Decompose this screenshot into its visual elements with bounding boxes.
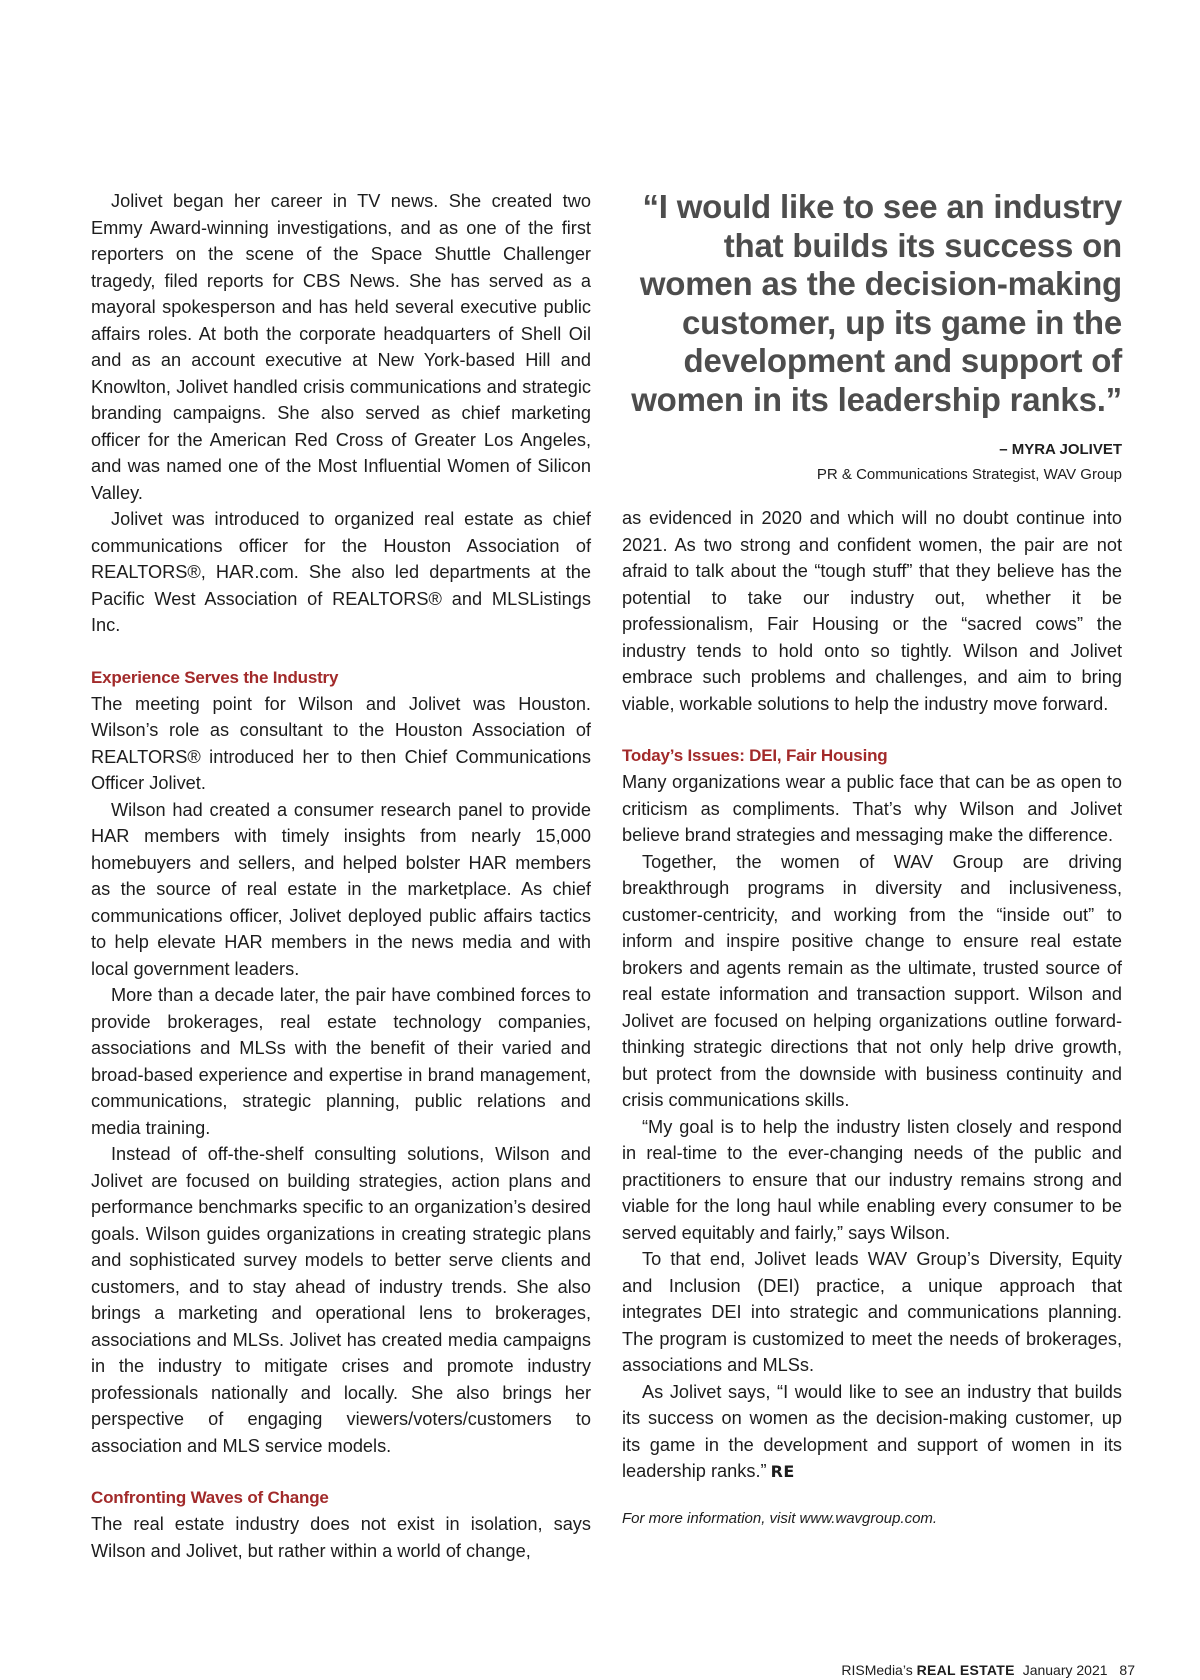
paragraph-meeting-point: The meeting point for Wilson and Jolivet was Houston. Wilson’s role as consultant to the Houston Association of REALTORS® introduced her to then Chief Communications Officer Jolivet. (91, 693, 591, 793)
subhead-waves-of-change: Confronting Waves of Change (91, 1488, 329, 1507)
attribution-title: PR & Communications Strategist, WAV Group (816, 466, 1122, 483)
paragraph-continuation: as evidenced in 2020 and which will no doubt continue into 2021. As two strong and confident women, the pair are not afraid to talk about the “tough stuff” that they believe has the potential to take our industry out, whether it be professionalism, Fair Housing or the “sacred cows” the industry tends to hold onto so tightly. Wilson and Jolivet embrace such problems and challenges, and aim to bring viable, workable solutions to help the industry move forward. (622, 508, 1122, 714)
paragraph-public-face: Many organizations wear a public face that can be as open to criticism as compliments. That’s why Wilson and Jolivet believe brand strategies and messaging make the difference. (622, 772, 1122, 845)
paragraph-organized-real-estate: Jolivet was introduced to organized real estate as chief communications officer for the Houston Association of REALTORS®, HAR.com. She also led departments at the Pacific West Association of REALTORS® and MLSListings Inc. (91, 509, 591, 635)
page-number: 87 (1119, 1662, 1135, 1678)
paragraph-final-quote (622, 1379, 1122, 1486)
footer-title: REAL ESTATE (916, 1662, 1015, 1678)
paragraph-isolation: The real estate industry does not exist in isolation, says Wilson and Jolivet, but rather within a world of change, (91, 1514, 591, 1561)
more-info-link-text: For more information, visit www.wavgroup.com. (622, 1509, 938, 1527)
end-mark: RE (770, 1462, 795, 1481)
subhead-todays-issues: Today’s Issues: DEI, Fair Housing (622, 746, 888, 765)
pull-quote-attribution (622, 437, 1122, 487)
paragraph-research-panel: Wilson had created a consumer research panel to provide HAR members with timely insights from nearly 15,000 homebuyers and sellers, and helped bolster HAR members as the source of real estate in the marketplace. As chief communications officer, Jolivet deployed public affairs tactics to help elevate HAR members in the news media and with local government leaders. (91, 799, 591, 979)
paragraph-my-goal: “My goal is to help the industry listen closely and respond in real-time to the ever-changing needs of the public and practitioners to ensure that our industry remains strong and viable for the long haul while enabling every consumer to be served equitably and fairly,” says Wilson. (622, 1116, 1122, 1243)
final-quote-text: As Jolivet says, “I would like to see an industry that builds its success on women as the decision-making customer, up its game in the development and support of women in its leadership ranks.” (622, 1381, 1122, 1481)
paragraph-consulting: Instead of off-the-shelf consulting solutions, Wilson and Jolivet are focused on building strategies, action plans and performance benchmarks specific to an organization’s desired goals. Wilson guides organizations in creating strategic plans and sophisticated survey models to better serve clients and customers, and to stay ahead of industry trends. She also brings a marketing and operational lens to brokerages, associations and MLSs. Jolivet has created media campaigns in the industry to mitigate crises and promote industry professionals nationally and locally. She also brings her perspective of engaging viewers/voters/customers to association and MLS service models. (91, 1144, 591, 1456)
paragraph-decade-later: More than a decade later, the pair have combined forces to provide brokerages, real estate technology companies, associations and MLSs with the benefit of their varied and broad-based experience and expertise in brand management, communications, strategic planning, public relations and media training. (91, 985, 591, 1138)
footer-publisher: RISMedia’s (841, 1662, 913, 1678)
pull-quote: “I would like to see an industry that builds its success on women as the decision-making customer, up its game in the development and support of women in its leadership ranks.” (631, 188, 1122, 418)
subhead-experience: Experience Serves the Industry (91, 667, 339, 687)
paragraph-dei-practice: To that end, Jolivet leads WAV Group’s Diversity, Equity and Inclusion (DEI) practice, a unique approach that integrates DEI into strategic and communications planning. The program is customized to meet the needs of brokerages, associations and MLSs. (622, 1249, 1122, 1375)
pull-quote-block (622, 188, 1122, 487)
page-footer (841, 1662, 1135, 1678)
right-column (622, 188, 1122, 1527)
attribution-name: – MYRA JOLIVET (999, 441, 1122, 458)
footer-issue: January 2021 (1022, 1662, 1108, 1678)
paragraph-career: Jolivet began her career in TV news. She created two Emmy Award-winning investigations, and as one of the first reporters on the scene of the Space Shuttle Challenger tragedy, filed reports for CBS News. She has served as a mayoral spokesperson and has held several executive public affairs roles. At both the corporate headquarters of Shell Oil and as an account executive at New York-based Hill and Knowlton, Jolivet handled crisis communications and strategic branding campaigns. She also served as chief marketing officer for the American Red Cross of Greater Los Angeles, and was named one of the Most Influential Women of Silicon Valley. (91, 191, 591, 503)
left-column (91, 188, 591, 1564)
paragraph-together: Together, the women of WAV Group are driving breakthrough programs in diversity and inclusiveness, customer-centricity, and working from the “inside out” to inform and inspire positive change to ensure real estate brokers and agents remain as the ultimate, trusted source of real estate information and transaction support. Wilson and Jolivet are focused on helping organizations outline forward-thinking strategic directions that not only help drive growth, but protect from the downside with business continuity and crisis communications skills. (622, 851, 1122, 1110)
